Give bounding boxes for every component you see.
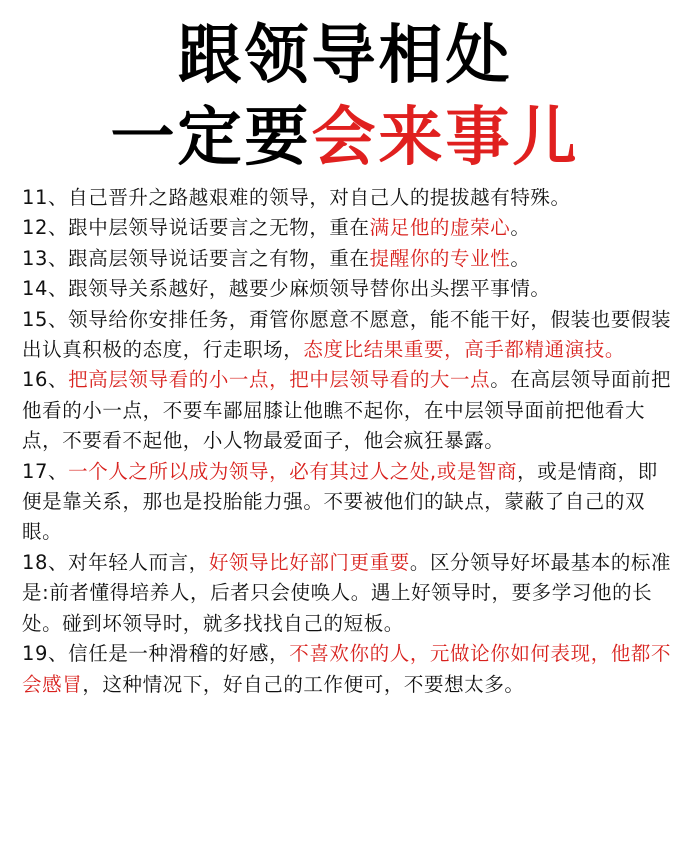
- tip-item: [22, 183, 674, 213]
- page-subtitle: [0, 101, 690, 175]
- highlighted-text: 提醒你的专业性: [369, 246, 511, 270]
- tip-text: 。区分领导好坏最基本的标准是:前者懂得培养人，后者只会使唤人。遇上好领导时，要多学习他的长处。碰到坏领导时，就多找找自己的短板。: [22, 550, 672, 635]
- tip-item: [22, 305, 674, 366]
- tip-text: 。在高层领导面前把他看的小一点，不要车鄙屈膝让他瞧不起你，在中层领导面前把他看大点，不要看不起他，小人物最爱面子，他会疯狂暴露。: [22, 368, 672, 453]
- page-title: [0, 19, 690, 93]
- highlighted-text: 一个人之所以成为领导，必有其过人之处,或是智商: [68, 459, 518, 483]
- tip-text: 11、自己晋升之路越艰难的领导，对自己人的提拔越有特殊。: [22, 186, 571, 209]
- tip-item: [22, 244, 674, 274]
- tip-item: [22, 365, 674, 456]
- tip-item: [22, 548, 674, 639]
- tip-item: [22, 213, 674, 243]
- highlighted-text: 好领导比好部门更重要: [208, 550, 410, 574]
- tip-item: [22, 274, 674, 304]
- title-line2-black: 一定要: [110, 101, 312, 175]
- tip-text: ，或是情商，即便是靠关系，那也是投胎能力强。不要被他们的缺点，蒙蔽了自己的双眼。: [22, 459, 658, 544]
- tip-text: 13、跟高层领导说话要言之有物，重在: [22, 246, 370, 270]
- title-line2-red: 会来事儿: [311, 101, 580, 175]
- tip-text: 。: [510, 216, 531, 240]
- highlighted-text: 态度比结果重要，高手都精通演技。: [303, 338, 626, 362]
- tip-text: 18、对年轻人而言，: [22, 550, 209, 574]
- tip-text: 14、跟领导关系越好，越要少麻烦领导替你出头摆平事情。: [22, 277, 551, 301]
- highlighted-text: 把高层领导看的小一点，把中层领导看的大一点: [68, 368, 491, 392]
- tip-item: [22, 639, 674, 700]
- tip-text: 19、信任是一种滑稽的好感，: [22, 642, 290, 666]
- tip-text: 15、领导给你安排任务，甭管你愿意不愿意，能不能干好，假装也要假装出认真积极的态度，行走职场，: [22, 307, 672, 362]
- tips-list: [22, 183, 674, 700]
- highlighted-text: 满足他的虚荣心: [369, 216, 511, 240]
- title-line1: 跟领导相处: [177, 19, 513, 93]
- highlighted-text: 不喜欢你的人，元做论你如何表现，他都不会感冒: [22, 642, 672, 696]
- tip-text: 12、跟中层领导说话要言之无物，重在: [22, 216, 370, 240]
- tip-item: [22, 457, 674, 548]
- tip-text: 17、: [22, 459, 69, 483]
- tip-text: 。: [510, 246, 531, 270]
- tip-text: 16、: [22, 368, 69, 392]
- tip-text: ，这种情况下，好自己的工作便可，不要想太多。: [82, 672, 525, 696]
